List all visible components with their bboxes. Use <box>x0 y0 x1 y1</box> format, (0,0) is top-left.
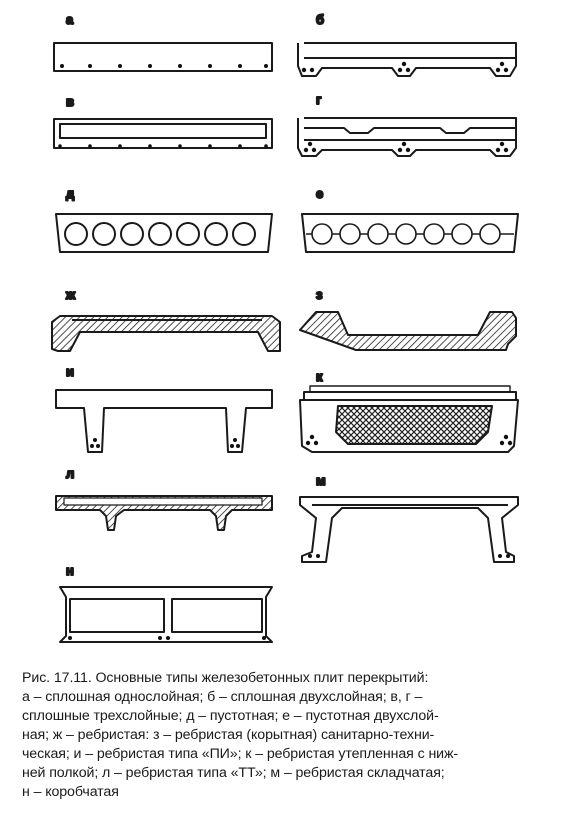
caption-line: а – сплошная однослойная; б – сплошная двухслойная; в, г – <box>22 689 423 705</box>
slab-z-drawing <box>300 312 516 350</box>
caption-line: ная; ж – ребристая: з – ребристая (корытная) санитарно-техни- <box>22 727 435 743</box>
label-a: а <box>66 12 74 27</box>
slab-d-drawing <box>56 214 272 252</box>
slab-k-drawing <box>300 386 518 452</box>
label-v: в <box>66 94 74 109</box>
label-g: г <box>316 92 322 107</box>
slab-zh-drawing <box>52 316 280 351</box>
slab-a-drawing <box>54 43 272 71</box>
label-b: б <box>316 12 325 27</box>
label-k: к <box>316 369 323 384</box>
slab-e-drawing <box>302 214 518 252</box>
slab-l-drawing <box>56 496 272 530</box>
slab-i-drawing <box>56 390 272 452</box>
slab-v-drawing <box>54 119 272 148</box>
label-l: л <box>66 466 75 481</box>
label-i: и <box>66 364 74 379</box>
caption-line: Рис. 17.11. Основные типы железобетонных плит перекрытий: <box>22 670 429 686</box>
caption-line: ческая; и – ребристая типа «ПИ»; к – ребристая утепленная с ниж- <box>22 746 459 762</box>
caption-line: н – коробчатая <box>22 784 119 800</box>
caption-line: ней полкой; л – ребристая типа «ТТ»; м – ребристая складчатая; <box>22 765 445 781</box>
label-n: н <box>66 563 74 578</box>
slab-n-drawing <box>60 587 272 642</box>
label-e: е <box>316 186 324 201</box>
figure-caption <box>22 669 570 802</box>
slab-b-drawing <box>298 43 516 76</box>
label-m: м <box>316 473 326 488</box>
slab-m-drawing <box>300 497 518 562</box>
caption-line: сплошные трехслойные; д – пустотная; е – пустотная двухслой- <box>22 708 439 724</box>
slab-g-drawing <box>298 118 516 156</box>
label-z: з <box>316 287 323 302</box>
label-zh: ж <box>66 287 76 302</box>
label-d: д <box>66 186 75 201</box>
